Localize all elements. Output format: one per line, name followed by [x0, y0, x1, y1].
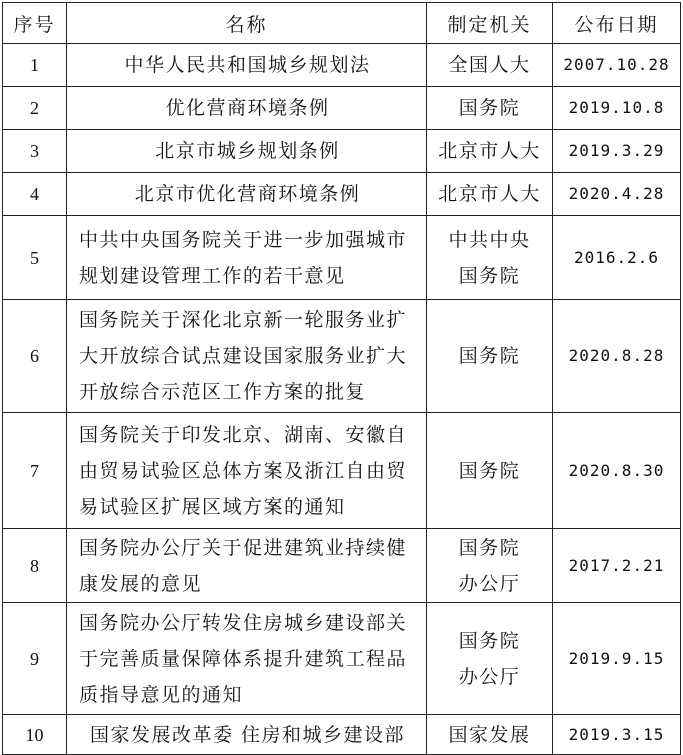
row-date: 2019.10.8: [553, 87, 681, 130]
row-date: 2019.3.15: [553, 715, 681, 755]
row-org-line: 国务院: [458, 97, 521, 119]
row-name: 国务院关于印发北京、湖南、安徽自由贸易试验区总体方案及浙江自由贸易试验区扩展区域方案的通知: [67, 413, 427, 529]
header-org: 制定机关: [427, 3, 553, 44]
row-name: 中华人民共和国城乡规划法: [67, 44, 427, 87]
row-date: 2020.8.28: [553, 300, 681, 413]
table-row: [3, 300, 681, 413]
row-index: 9: [3, 603, 67, 715]
table-row: [3, 529, 681, 603]
row-index: 6: [3, 300, 67, 413]
row-org-line: 国务院: [458, 345, 521, 367]
table-row: [3, 130, 681, 173]
regulations-table-container: [2, 2, 680, 755]
row-org: [427, 300, 553, 413]
header-date: 公布日期: [553, 3, 681, 44]
row-date: 2017.2.21: [553, 529, 681, 603]
table-row: [3, 87, 681, 130]
row-org: [427, 603, 553, 715]
row-org: [427, 44, 553, 87]
row-index: 5: [3, 216, 67, 300]
table-row: [3, 44, 681, 87]
row-name: 国务院关于深化北京新一轮服务业扩大开放综合试点建设国家服务业扩大开放综合示范区工作方案的批复: [67, 300, 427, 413]
row-org-line: 办公厅: [458, 572, 521, 595]
row-org-line: 北京市人大: [438, 140, 541, 162]
header-name: 名称: [67, 3, 427, 44]
row-org: [427, 130, 553, 173]
row-org-line: 国家发展: [448, 723, 531, 746]
table-body: [3, 44, 681, 755]
row-org: [427, 216, 553, 300]
row-index: 1: [3, 44, 67, 87]
row-index: 8: [3, 529, 67, 603]
row-org: [427, 413, 553, 529]
table-header-row: [3, 3, 681, 44]
row-date: 2020.8.30: [553, 413, 681, 529]
header-index: 序号: [3, 3, 67, 44]
row-date: 2016.2.6: [553, 216, 681, 300]
row-index: 10: [3, 715, 67, 755]
row-name: 中共中央国务院关于进一步加强城市规划建设管理工作的若干意见: [67, 216, 427, 300]
row-name: 北京市城乡规划条例: [67, 130, 427, 173]
row-name: 国务院办公厅关于促进建筑业持续健康发展的意见: [67, 529, 427, 603]
row-index: 4: [3, 173, 67, 216]
row-date: 2007.10.28: [553, 44, 681, 87]
row-org-line: 国务院: [458, 264, 521, 287]
row-org: [427, 173, 553, 216]
row-org-line: 办公厅: [458, 665, 521, 688]
row-date: 2019.3.29: [553, 130, 681, 173]
row-name: 北京市优化营商环境条例: [67, 173, 427, 216]
table-row: [3, 216, 681, 300]
row-name: 国家发展改革委 住房和城乡建设部: [67, 715, 427, 755]
row-index: 2: [3, 87, 67, 130]
row-org: [427, 87, 553, 130]
row-org-line: 国务院: [458, 536, 521, 559]
row-name: 优化营商环境条例: [67, 87, 427, 130]
table-row: [3, 173, 681, 216]
table-row: [3, 715, 681, 755]
row-org-line: 国务院: [458, 459, 521, 482]
row-index: 3: [3, 130, 67, 173]
row-org: [427, 529, 553, 603]
row-org-line: 中共中央: [448, 228, 531, 251]
row-date: 2019.9.15: [553, 603, 681, 715]
row-index: 7: [3, 413, 67, 529]
row-date: 2020.4.28: [553, 173, 681, 216]
row-org: [427, 715, 553, 755]
table-row: [3, 603, 681, 715]
row-org-line: 北京市人大: [438, 183, 541, 205]
row-org-line: 国务院: [458, 629, 521, 652]
row-name: 国务院办公厅转发住房城乡建设部关于完善质量保障体系提升建筑工程品质指导意见的通知: [67, 603, 427, 715]
regulations-table: [2, 2, 681, 755]
row-org-line: 全国人大: [448, 54, 531, 76]
table-row: [3, 413, 681, 529]
